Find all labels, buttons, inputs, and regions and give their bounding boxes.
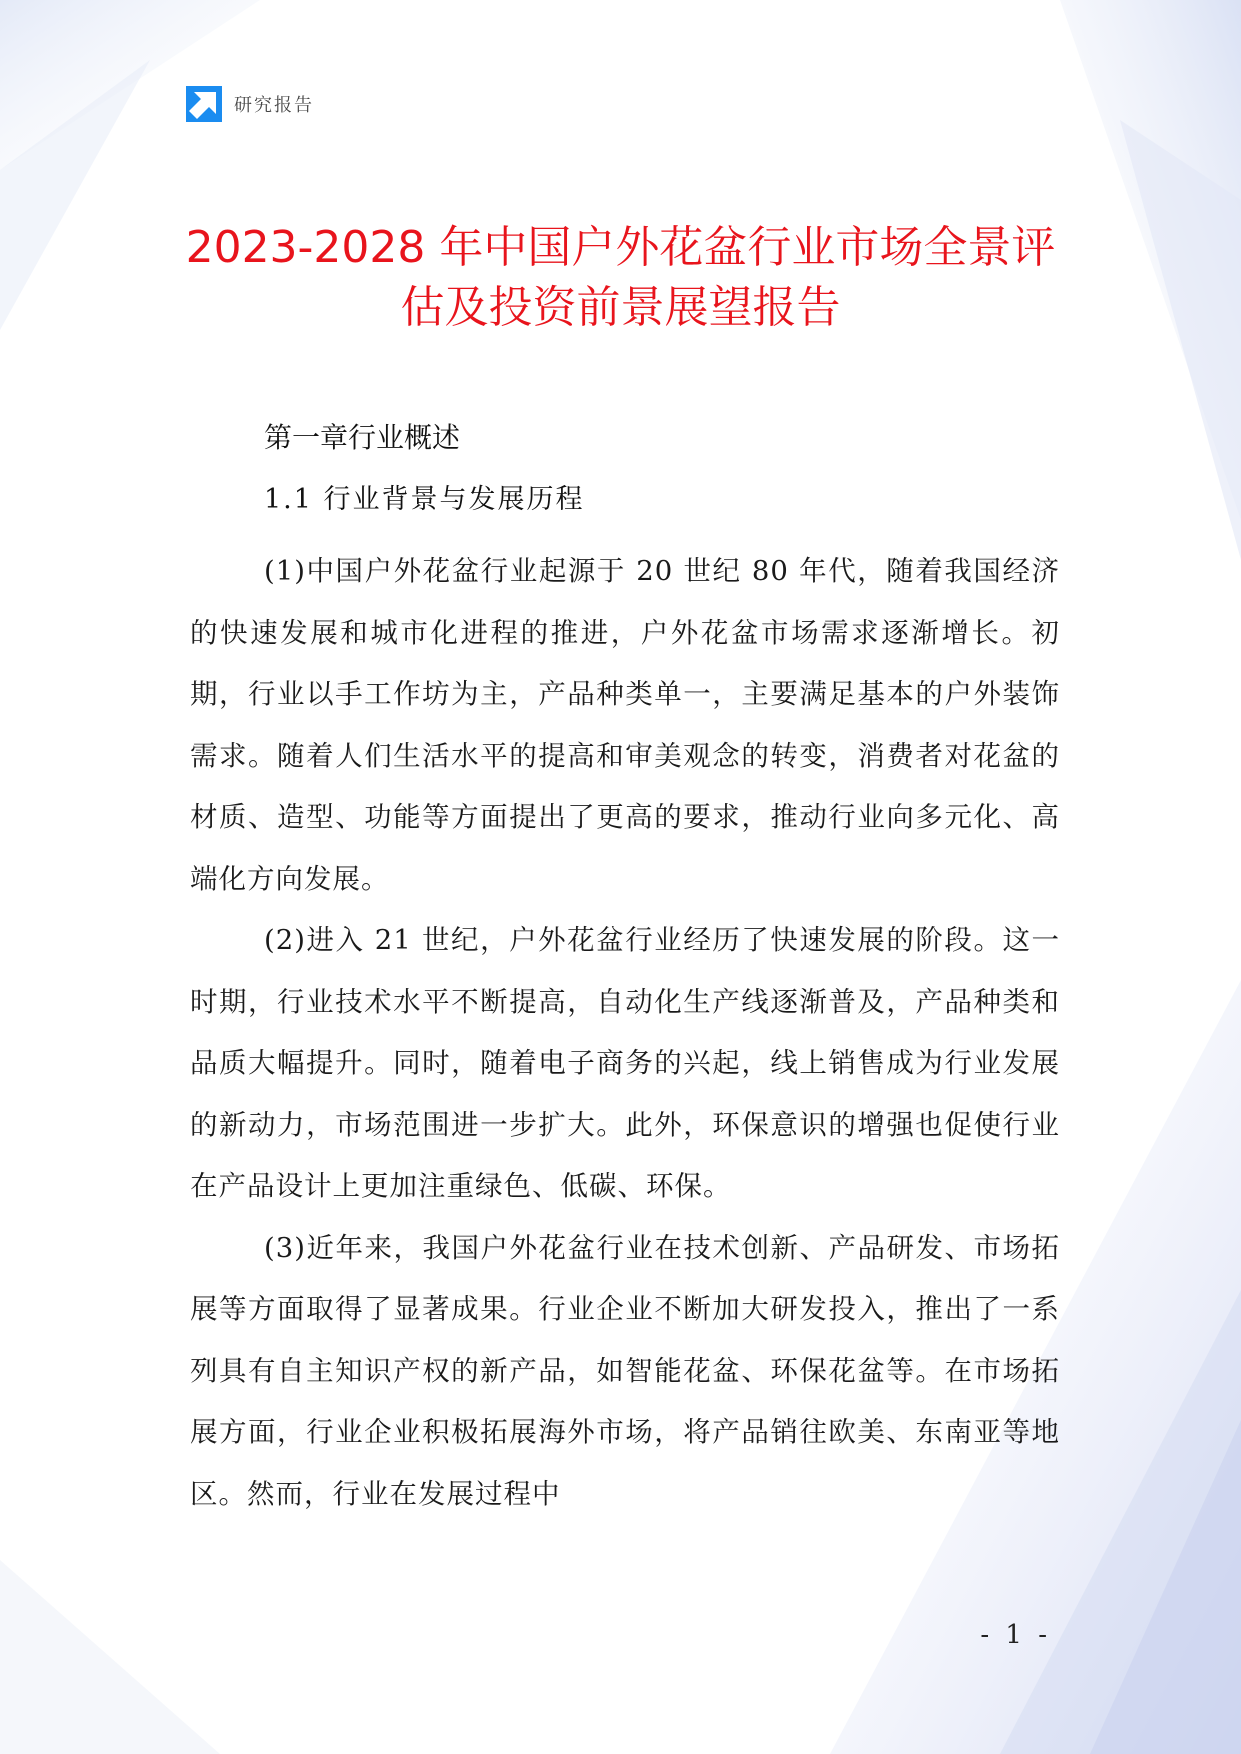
header-label: 研究报告 [234,95,314,116]
report-title-line-1: 2023-2028 年中国户外花盆行业市场全景评 [185,222,1056,273]
report-title-line-2: 估及投资前景展望报告 [400,282,841,333]
section-heading: 1.1 行业背景与发展历程 [264,484,585,515]
paragraph-3: (3)近年来，我国户外花盆行业在技术创新、产品研发、市场拓展等方面取得了显著成果。行业企业不断加大研发投入，推出了一系列具有自主知识产权的新产品，如智能花盆、环保花盆等。在市场拓展方面，行业企业积极拓展海外市场，将产品销往欧美、东南亚等地区。然而，行业在发展过程中 [190,1231,1060,1510]
report-title [130,218,1111,338]
paragraph-2: (2)进入 21 世纪，户外花盆行业经历了快速发展的阶段。这一时期，行业技术水平不断提高，自动化生产线逐渐普及，产品种类和品质大幅提升。同时，随着电子商务的兴起，线上销售成为行业发展的新动力，市场范围进一步扩大。此外，环保意识的增强也促使行业在产品设计上更加注重绿色、低碳、环保。 [190,924,1060,1202]
page-number: - 1 - [980,1620,1051,1650]
chapter-heading: 第一章行业概述 [264,421,461,454]
body-text [190,541,1060,1525]
arrow-up-right-icon [186,86,222,122]
paragraph-1: (1)中国户外花盆行业起源于 20 世纪 80 年代，随着我国经济的快速发展和城市化进程的推进，户外花盆市场需求逐渐增长。初期，行业以手工作坊为主，产品种类单一，主要满足基本的户外装饰需求。随着人们生活水平的提高和审美观念的转变，消费者对花盆的材质、造型、功能等方面提出了更高的要求，推动行业向多元化、高端化方向发展。 [190,555,1060,895]
header-tag [186,86,314,122]
